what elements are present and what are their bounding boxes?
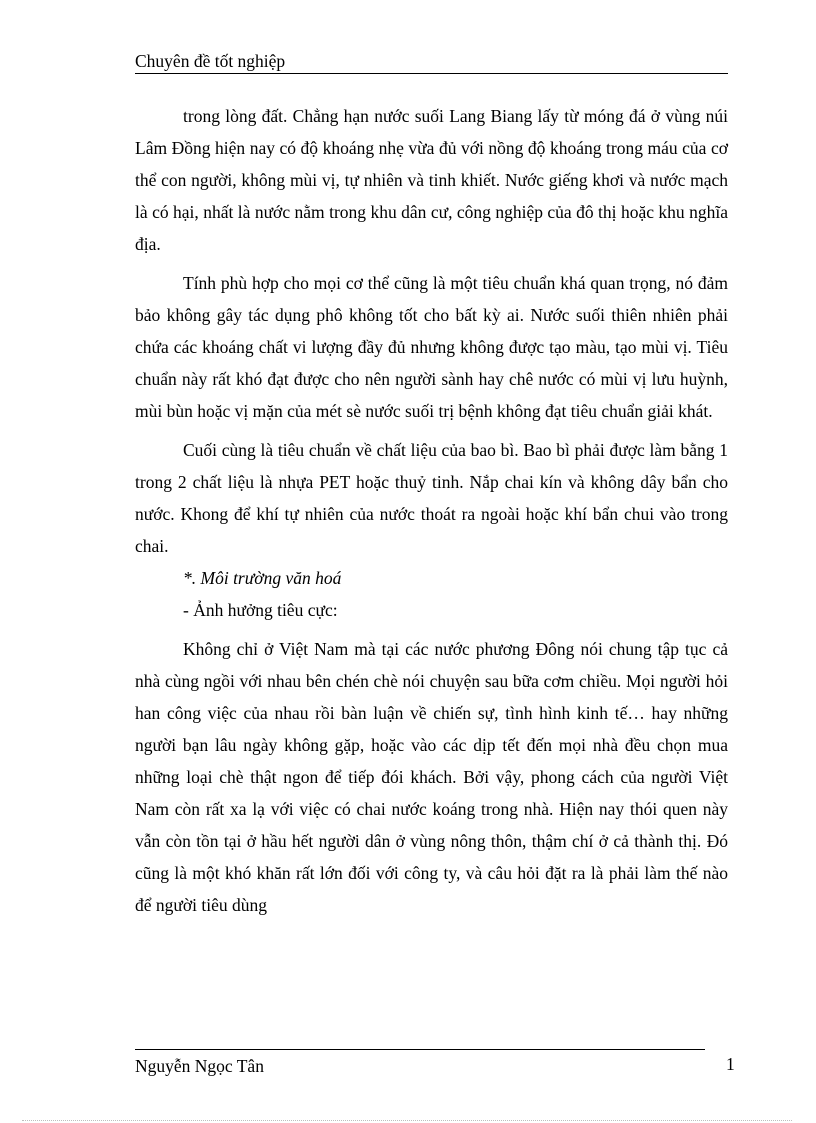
sub-heading: - Ảnh hưởng tiêu cực:	[183, 600, 338, 620]
footer-author: Nguyễn Ngọc Tân	[135, 1056, 264, 1076]
paragraph-culture: Không chỉ ở Việt Nam mà tại các nước phương Đông nói chung tập tục cả nhà cùng ngồi với nhau bên chén chè nói chuyện sau bữa cơm chiều. Mọi người hỏi han công việc của nhau rồi bàn luận về chiến sự, tình hình kinh tế… hay những người bạn lâu ngày không gặp, hoặc vào các dịp tết đến mọi nhà đều chọn mua những loại chè thật ngon để tiếp đói khách. Bởi vậy, phong cách của người Việt Nam còn rất xa lạ với việc có chai nước koáng trong nhà. Hiện nay thói quen này vẫn còn tồn tại ở hầu hết người dân ở vùng nông thôn, thậm chí ở cả thành thị. Đó cũng là một khó khăn rất lớn đối với công ty, và câu hỏi đặt ra là phải làm thế nào để người tiêu dùng	[135, 639, 728, 915]
footer-divider	[135, 1049, 705, 1050]
header-title: Chuyên đề tốt nghiệp	[135, 51, 286, 71]
page-edge-divider	[22, 1120, 792, 1121]
section-heading: *. Môi trường văn hoá	[183, 568, 342, 588]
page-number: 1	[726, 1054, 735, 1074]
paragraph-continuation: trong lòng đất. Chẳng hạn nước suối Lang Biang lấy từ móng đá ở vùng núi Lâm Đồng hiện nay có độ khoáng nhẹ vừa đủ với nồng độ khoáng trong máu của cơ thể con người, không mùi vị, tự nhiên và tinh khiết. Nước giếng khơi và nước mạch là có hại, nhất là nước nằm trong khu dân cư, công nghiệp của đô thị hoặc khu nghĩa địa.	[135, 106, 728, 254]
page-header	[135, 49, 728, 74]
paragraph-suitability: Tính phù hợp cho mọi cơ thể cũng là một tiêu chuẩn khá quan trọng, nó đảm bảo không gây tác dụng phô không tốt cho bất kỳ ai. Nước suối thiên nhiên phải chứa các khoáng chất vi lượng đầy đủ nhưng không được tạo màu, tạo mùi vị. Tiêu chuẩn này rất khó đạt được cho nên người sành hay chê nước có mùi vị lưu huỳnh, mùi bùn hoặc vị mặn của mét sè nước suối trị bệnh không đạt tiêu chuẩn giải khát.	[135, 273, 728, 421]
document-body	[135, 100, 728, 921]
paragraph-packaging: Cuối cùng là tiêu chuẩn về chất liệu của bao bì. Bao bì phải được làm bằng 1 trong 2 chất liệu là nhựa PET hoặc thuỷ tinh. Nắp chai kín và không dây bẩn cho nước. Khong để khí tự nhiên của nước thoát ra ngoài hoặc khí bẩn chui vào trong chai.	[135, 440, 728, 556]
